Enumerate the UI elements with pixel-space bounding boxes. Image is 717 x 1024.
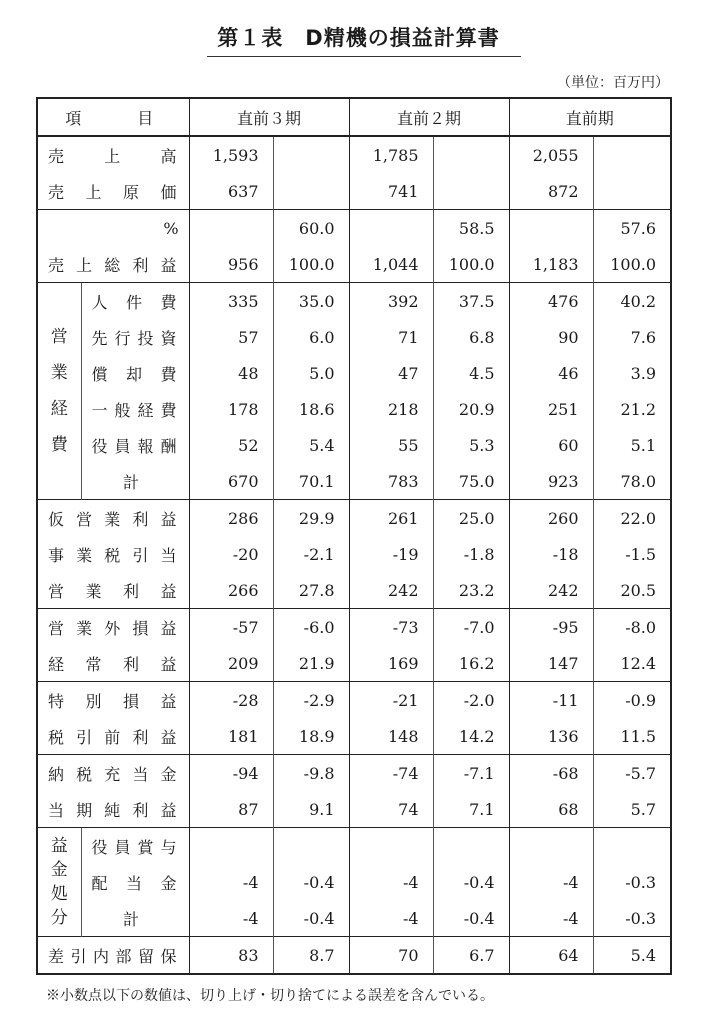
row-retained-earnings [37, 937, 671, 975]
value-p1: 64 [509, 937, 593, 975]
value-p2: -21 [349, 682, 433, 719]
value-p1: -4 [509, 864, 593, 900]
pct-p1: -0.9 [593, 682, 671, 719]
value-p3: 335 [189, 283, 273, 320]
income-row [37, 609, 671, 646]
value-p1: -4 [509, 900, 593, 937]
pct-p1: -0.3 [593, 864, 671, 900]
pct-p3: -0.4 [273, 864, 349, 900]
value-p2: 169 [349, 645, 433, 682]
pct-p1: -5.7 [593, 755, 671, 792]
pct-p3: -6.0 [273, 609, 349, 646]
value-p2: 741 [349, 173, 433, 210]
opex-row [37, 427, 671, 463]
value-p1: 2,055 [509, 136, 593, 173]
income-row [37, 500, 671, 537]
value-p3: 181 [189, 718, 273, 755]
pct-p1: -1.5 [593, 536, 671, 572]
opex-total-row [37, 463, 671, 500]
pct-p1: 5.4 [593, 937, 671, 975]
pct-p3: 70.1 [273, 463, 349, 500]
pct-p2: 6.8 [433, 319, 509, 355]
value-p2 [349, 828, 433, 865]
pct-p3: 8.7 [273, 937, 349, 975]
pct-p2: 20.9 [433, 391, 509, 427]
value-p2: 218 [349, 391, 433, 427]
pct-p1: 21.2 [593, 391, 671, 427]
income-row [37, 755, 671, 792]
value-p1: 68 [509, 791, 593, 828]
income-statement-table [36, 97, 672, 975]
value-p3: 57 [189, 319, 273, 355]
value-p3: 266 [189, 572, 273, 609]
pct-p1: 78.0 [593, 463, 671, 500]
pct-p2: 75.0 [433, 463, 509, 500]
row-label: 当期純利益 [37, 791, 189, 828]
value-p2: -19 [349, 536, 433, 572]
value-p1: 872 [509, 173, 593, 210]
value-p2: 1,044 [349, 246, 433, 283]
pct-p1: 5.1 [593, 427, 671, 463]
income-row [37, 791, 671, 828]
row-label: 営業利益 [37, 572, 189, 609]
header-period-2: 直前２期 [349, 98, 509, 136]
row-label: 納税充当金 [37, 755, 189, 792]
percent-sign: % [37, 210, 189, 247]
document-title: 第１表 D精機の損益計算書 [217, 26, 500, 50]
value-p2: 70 [349, 937, 433, 975]
value-p1: 242 [509, 572, 593, 609]
value-p3: 637 [189, 173, 273, 210]
value-p3: 48 [189, 355, 273, 391]
pct-p3: 18.6 [273, 391, 349, 427]
value-p3: -57 [189, 609, 273, 646]
value-p3: 52 [189, 427, 273, 463]
value-p1: 476 [509, 283, 593, 320]
opex-row [37, 355, 671, 391]
header-item: 項 目 [37, 98, 189, 136]
row-label: 差引内部留保 [37, 937, 189, 975]
pct-p3: 18.9 [273, 718, 349, 755]
opex-category: 営 業 経 費 [37, 283, 81, 500]
pct-p2 [433, 828, 509, 865]
pct-p2: -7.0 [433, 609, 509, 646]
value-p3: 87 [189, 791, 273, 828]
pct-p1 [593, 828, 671, 865]
value-p1: -68 [509, 755, 593, 792]
pct-p2: -0.4 [433, 900, 509, 937]
row-label: 売上総利益 [37, 246, 189, 283]
pct-p3: 5.0 [273, 355, 349, 391]
pct-p3: 5.4 [273, 427, 349, 463]
row-cogs-percent [37, 210, 671, 247]
opex-row [37, 283, 671, 320]
row-label: 特別損益 [37, 682, 189, 719]
pct-p3: -9.8 [273, 755, 349, 792]
pct-p1: 20.5 [593, 572, 671, 609]
income-row [37, 718, 671, 755]
header-period-1: 直前期 [509, 98, 671, 136]
pct-p2: 23.2 [433, 572, 509, 609]
pct-p2: 5.3 [433, 427, 509, 463]
value-p2: 148 [349, 718, 433, 755]
pct-p1: 3.9 [593, 355, 671, 391]
pct-p3: 100.0 [273, 246, 349, 283]
pct-p1: -8.0 [593, 609, 671, 646]
value-p2: -4 [349, 864, 433, 900]
pct-p2: 7.1 [433, 791, 509, 828]
value-p1: -95 [509, 609, 593, 646]
header-period-3: 直前３期 [189, 98, 349, 136]
value-p3: 956 [189, 246, 273, 283]
value-p2: 261 [349, 500, 433, 537]
value-p1: 923 [509, 463, 593, 500]
pct-p2: -7.1 [433, 755, 509, 792]
value-p1: -11 [509, 682, 593, 719]
row-label: 売上原価 [37, 173, 189, 210]
pct-p2: 6.7 [433, 937, 509, 975]
value-p1: 136 [509, 718, 593, 755]
value-p3: 1,593 [189, 136, 273, 173]
opex-row [37, 391, 671, 427]
appropriation-group [37, 828, 671, 937]
pct-p2: 37.5 [433, 283, 509, 320]
income-row [37, 572, 671, 609]
pct-p1: 12.4 [593, 645, 671, 682]
title-underline [207, 56, 521, 57]
income-row [37, 536, 671, 572]
value-p3: 670 [189, 463, 273, 500]
value-p2: -4 [349, 900, 433, 937]
value-p2: 47 [349, 355, 433, 391]
value-p3: -28 [189, 682, 273, 719]
pct-p1: 40.2 [593, 283, 671, 320]
value-p3: 178 [189, 391, 273, 427]
opex-group [37, 283, 671, 500]
income-group [37, 500, 671, 828]
row-label: 一般経費 [81, 391, 189, 427]
unit-note: （単位：百万円） [557, 75, 669, 91]
pct-p1: 100.0 [593, 246, 671, 283]
pct-p2: -1.8 [433, 536, 509, 572]
pct-p3: 60.0 [273, 210, 349, 247]
row-gross-profit [37, 246, 671, 283]
row-label: 人件費 [81, 283, 189, 320]
pct-p2: 100.0 [433, 246, 509, 283]
footnote: ※小数点以下の数値は、切り上げ・切り捨てによる誤差を含んでいる。 [46, 988, 494, 1004]
value-p2: 392 [349, 283, 433, 320]
row-sales [37, 136, 671, 173]
value-p2: 74 [349, 791, 433, 828]
pct-p3: -2.1 [273, 536, 349, 572]
pct-p3: -2.9 [273, 682, 349, 719]
income-row [37, 682, 671, 719]
value-p2: -73 [349, 609, 433, 646]
value-p1: 251 [509, 391, 593, 427]
row-label: 経常利益 [37, 645, 189, 682]
value-p1: 147 [509, 645, 593, 682]
pct-p2: 14.2 [433, 718, 509, 755]
row-label: 仮営業利益 [37, 500, 189, 537]
row-label: 計 [81, 900, 189, 937]
value-p1: 1,183 [509, 246, 593, 283]
value-p1: 90 [509, 319, 593, 355]
header-row [37, 98, 671, 136]
pct-p1: 7.6 [593, 319, 671, 355]
row-label: 先行投資 [81, 319, 189, 355]
pct-p2: 16.2 [433, 645, 509, 682]
value-p1: 260 [509, 500, 593, 537]
row-label: 営業外損益 [37, 609, 189, 646]
pct-p3: 21.9 [273, 645, 349, 682]
appropriation-total-row [37, 900, 671, 937]
pct-p1: 5.7 [593, 791, 671, 828]
row-label: 事業税引当 [37, 536, 189, 572]
value-p2: 55 [349, 427, 433, 463]
value-p1: -18 [509, 536, 593, 572]
value-p3: 286 [189, 500, 273, 537]
value-p2: 1,785 [349, 136, 433, 173]
pct-p3: 35.0 [273, 283, 349, 320]
row-label: 役員報酬 [81, 427, 189, 463]
row-label: 配当金 [81, 864, 189, 900]
pct-p2: -0.4 [433, 864, 509, 900]
row-cogs [37, 173, 671, 210]
value-p3: -4 [189, 864, 273, 900]
pct-p3: 29.9 [273, 500, 349, 537]
appropriation-row [37, 864, 671, 900]
row-label: 役員賞与 [81, 828, 189, 865]
pct-p3 [273, 828, 349, 865]
value-p1 [509, 828, 593, 865]
pct-p2: 58.5 [433, 210, 509, 247]
appropriation-category: 益 金 処 分 [37, 828, 81, 937]
row-label: 売 上 高 [37, 136, 189, 173]
appropriation-row [37, 828, 671, 865]
pct-p1: 22.0 [593, 500, 671, 537]
value-p2: 783 [349, 463, 433, 500]
pct-p2: 25.0 [433, 500, 509, 537]
pct-p3: 6.0 [273, 319, 349, 355]
row-label: 償却費 [81, 355, 189, 391]
pct-p3: -0.4 [273, 900, 349, 937]
income-row [37, 645, 671, 682]
value-p1: 46 [509, 355, 593, 391]
value-p2: 242 [349, 572, 433, 609]
row-label: 計 [81, 463, 189, 500]
pct-p2: -2.0 [433, 682, 509, 719]
opex-row [37, 319, 671, 355]
value-p3 [189, 828, 273, 865]
pct-p1: 57.6 [593, 210, 671, 247]
value-p3: -94 [189, 755, 273, 792]
row-label: 税引前利益 [37, 718, 189, 755]
value-p3: 83 [189, 937, 273, 975]
value-p3: -4 [189, 900, 273, 937]
value-p1: 60 [509, 427, 593, 463]
value-p3: 209 [189, 645, 273, 682]
value-p3: -20 [189, 536, 273, 572]
pct-p1: 11.5 [593, 718, 671, 755]
value-p2: -74 [349, 755, 433, 792]
pct-p3: 27.8 [273, 572, 349, 609]
value-p2: 71 [349, 319, 433, 355]
pct-p2: 4.5 [433, 355, 509, 391]
pct-p1: -0.3 [593, 900, 671, 937]
pct-p3: 9.1 [273, 791, 349, 828]
